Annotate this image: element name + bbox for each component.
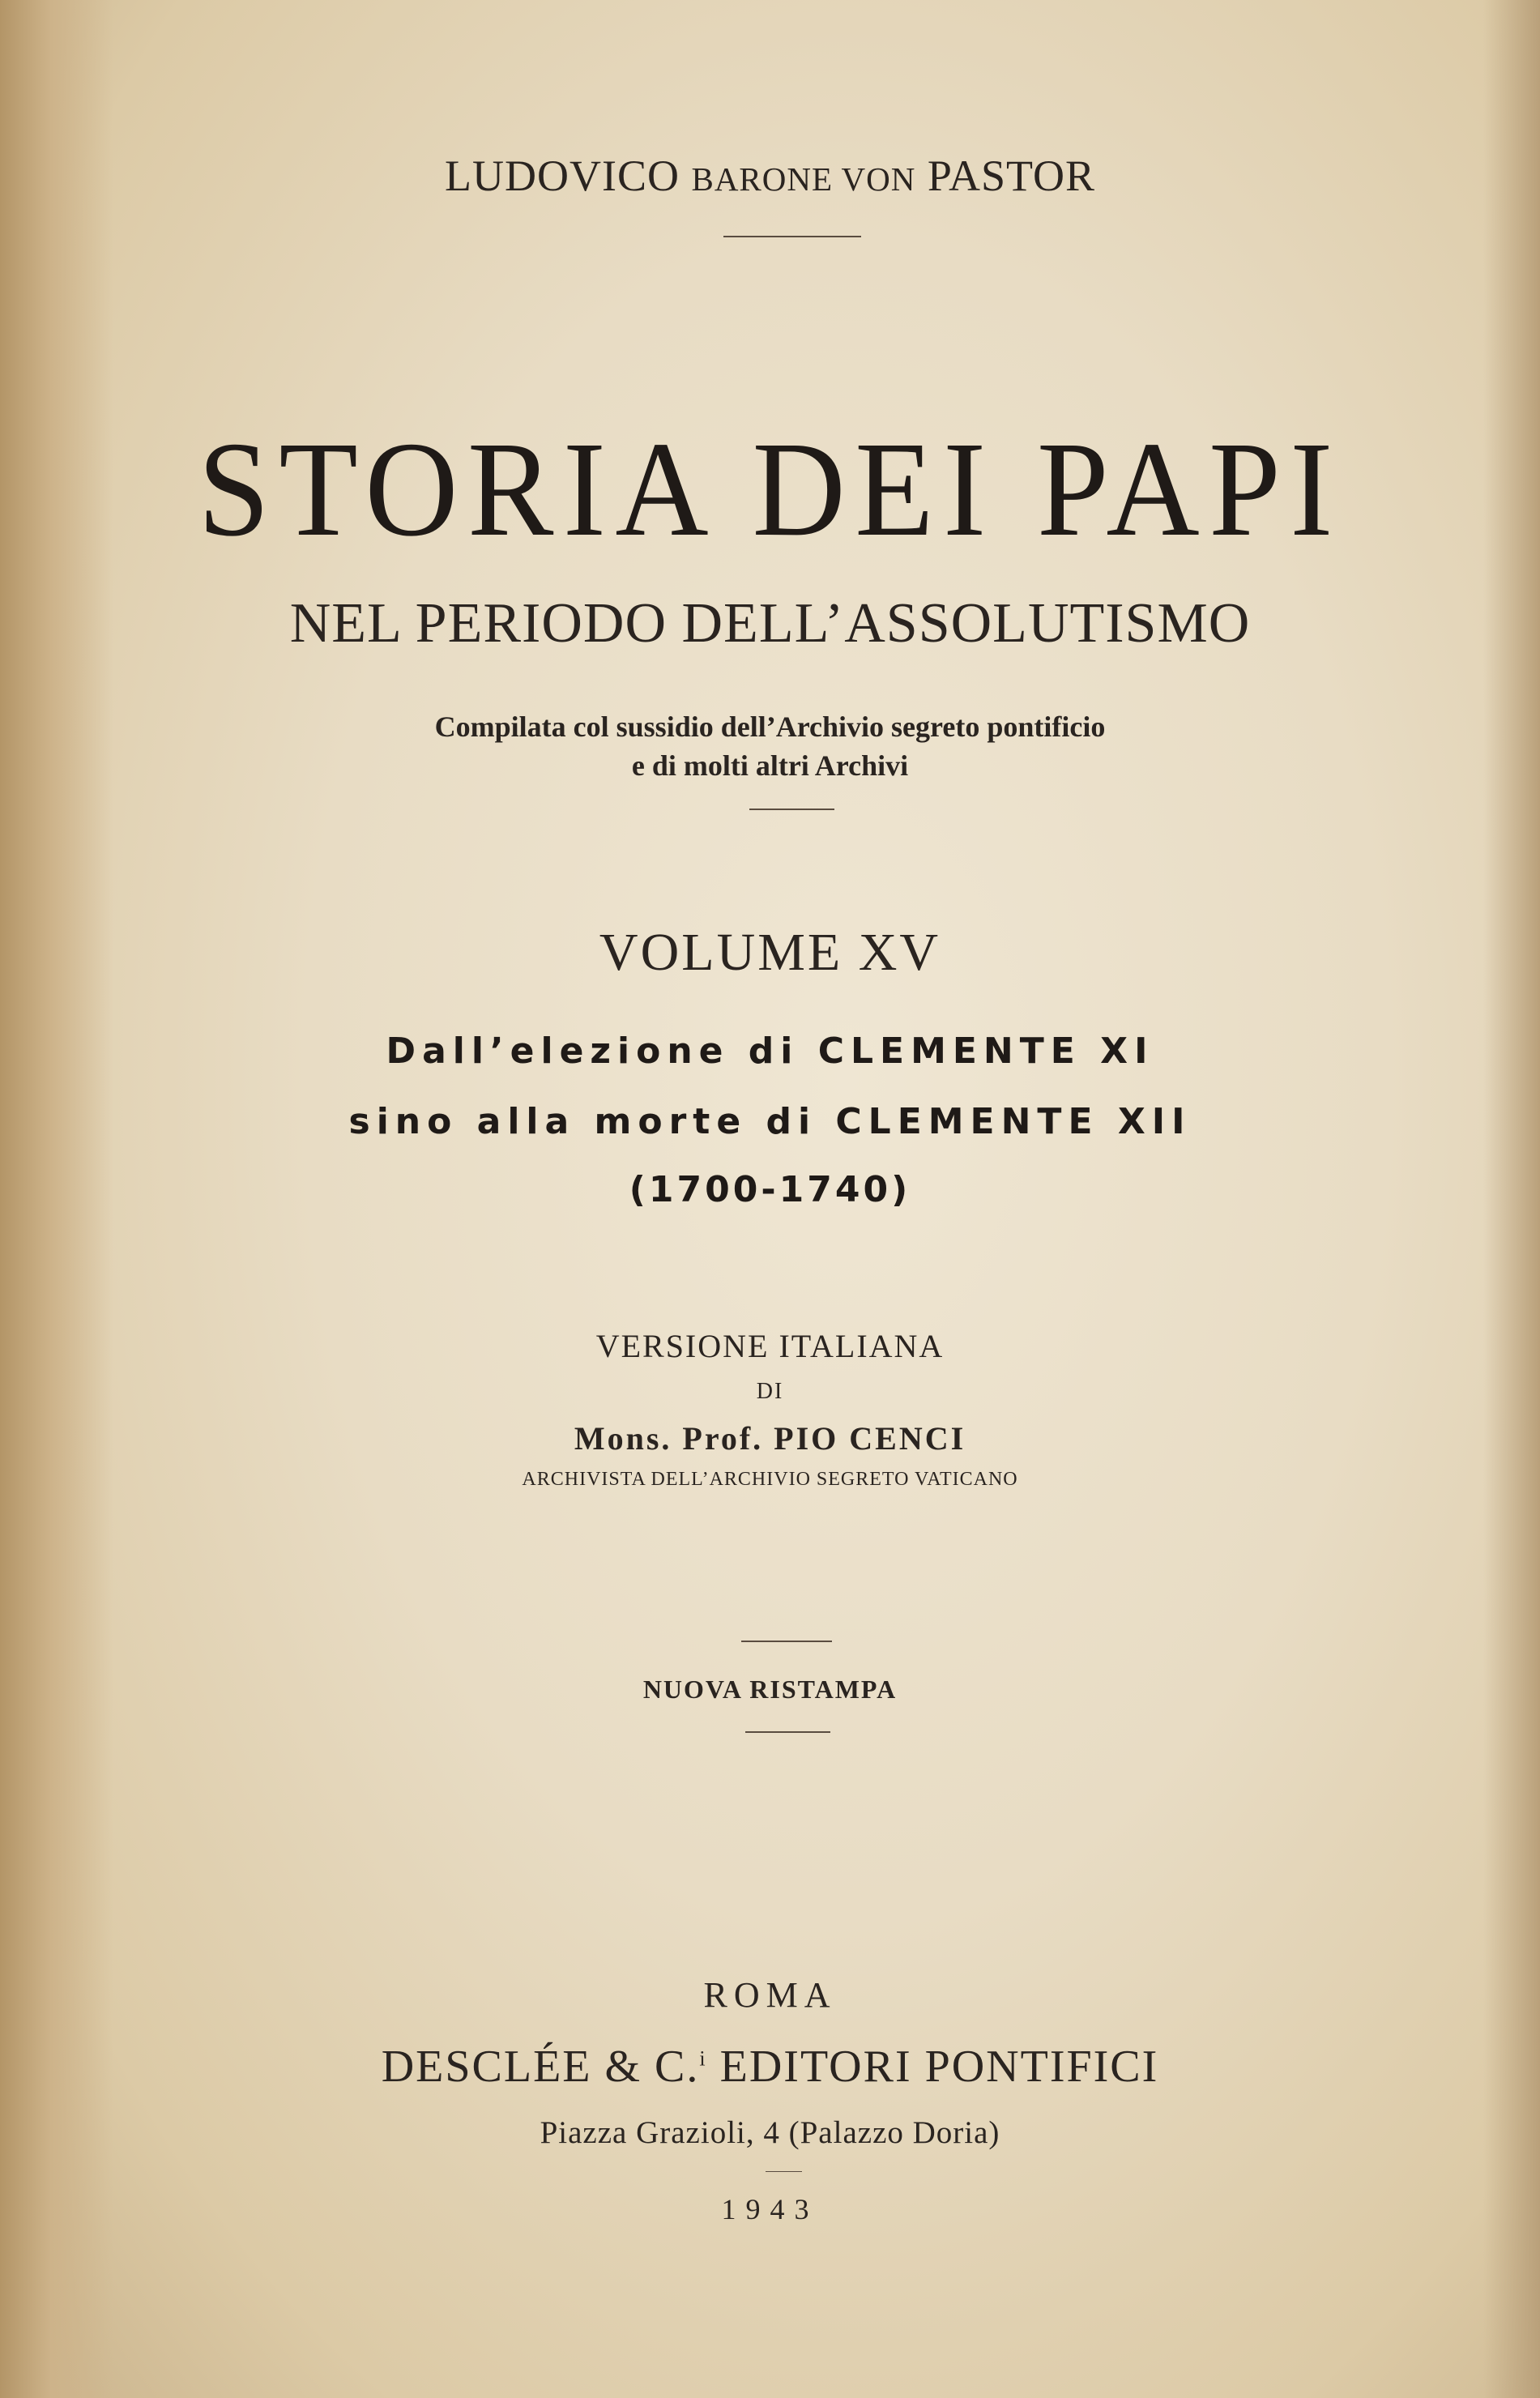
volume-number: VOLUME XV bbox=[599, 923, 941, 982]
book-title: STORIA DEI PAPI bbox=[198, 414, 1342, 565]
volume-range-line-2: sino alla morte di CLEMENTE XII bbox=[348, 1101, 1192, 1142]
compilation-note-line-1: Compilata col sussidio dell’Archivio segreto pontificio bbox=[434, 710, 1106, 743]
divider-rule bbox=[749, 809, 834, 810]
publisher-name-part: EDITORI PONTIFICI bbox=[706, 2042, 1159, 2092]
author-first-name: LUDOVICO bbox=[444, 151, 680, 200]
publisher-name bbox=[0, 2041, 1540, 2093]
translator-name: Mons. Prof. PIO CENCI bbox=[574, 1420, 966, 1457]
compilation-note-line-2: e di molti altri Archivi bbox=[631, 749, 909, 782]
publication-city: ROMA bbox=[703, 1975, 837, 2015]
translation-label: VERSIONE ITALIANA bbox=[595, 1328, 945, 1364]
publisher-name-part: DESCLÉE & C. bbox=[381, 2042, 700, 2092]
author-title: BARONE VON bbox=[691, 160, 916, 198]
translation-di: DI bbox=[756, 1379, 784, 1404]
author-last-name: PASTOR bbox=[927, 151, 1096, 200]
divider-rule bbox=[741, 1641, 832, 1642]
publisher-address: Piazza Grazioli, 4 (Palazzo Doria) bbox=[540, 2115, 1000, 2150]
translator-role: ARCHIVISTA DELL’ARCHIVIO SEGRETO VATICANO bbox=[522, 1469, 1018, 1490]
volume-years: (1700-1740) bbox=[629, 1169, 911, 1210]
publication-year: 1943 bbox=[721, 2193, 819, 2225]
divider-rule bbox=[745, 1731, 830, 1733]
publisher-superscript: i bbox=[699, 2046, 707, 2071]
book-subtitle: NEL PERIODO DELL’ASSOLUTISMO bbox=[289, 592, 1251, 655]
author-line bbox=[0, 151, 1540, 201]
reprint-note: NUOVA RISTAMPA bbox=[642, 1675, 898, 1704]
divider-rule bbox=[766, 2171, 802, 2172]
volume-range-line-1: Dall’elezione di CLEMENTE XI bbox=[386, 1030, 1154, 1072]
divider-rule bbox=[723, 236, 861, 237]
